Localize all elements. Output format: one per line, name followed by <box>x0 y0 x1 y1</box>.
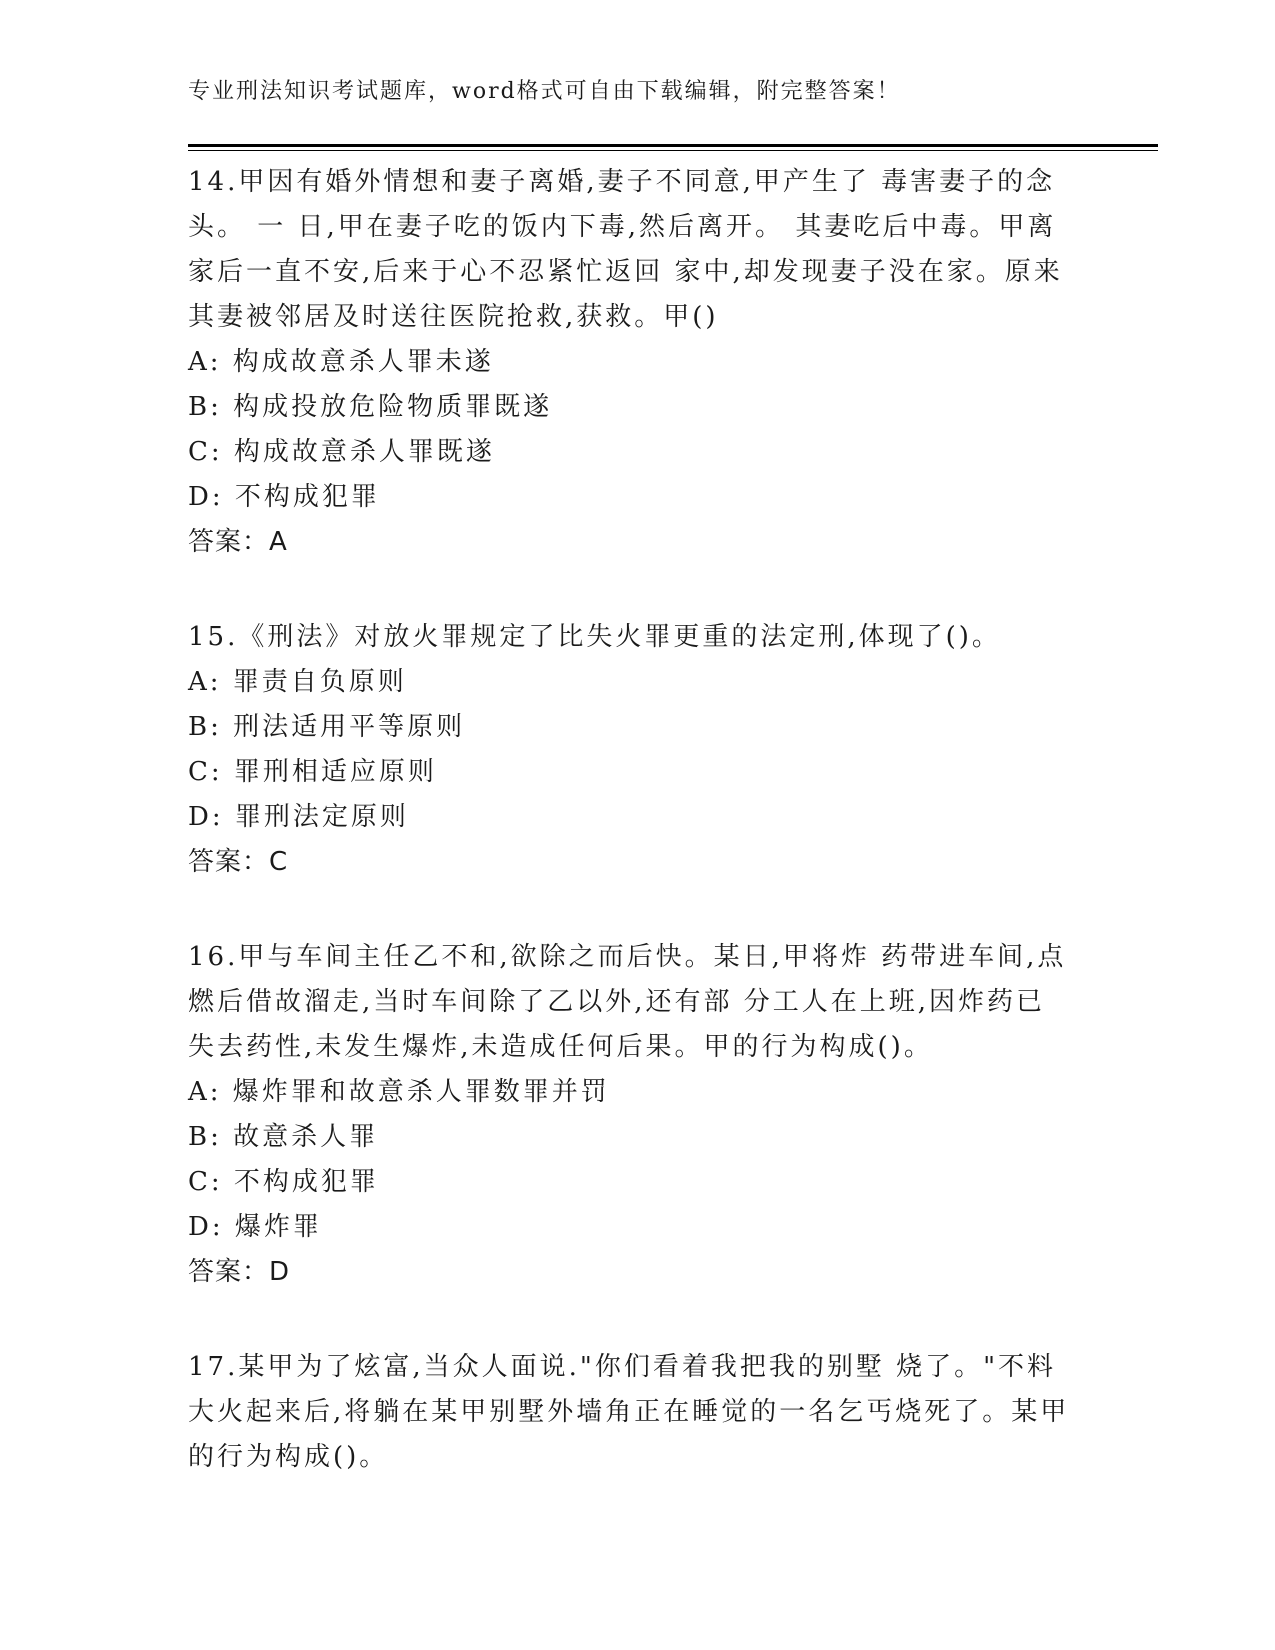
question-stem-line: 17.某甲为了炫富,当众人面说."你们看着我把我的别墅 烧了。"不料 <box>188 1352 1057 1382</box>
question-17 <box>188 1345 1088 1480</box>
question-stem-line: 失去药性,未发生爆炸,未造成任何后果。甲的行为构成()。 <box>188 1032 933 1062</box>
question-16 <box>188 935 1088 1295</box>
question-14 <box>188 160 1088 565</box>
option-b: B: 故意杀人罪 <box>188 1122 379 1152</box>
question-stem-line: 大火起来后,将躺在某甲别墅外墙角正在睡觉的一名乞丐烧死了。某甲 <box>188 1397 1070 1427</box>
question-stem-line: 家后一直不安,后来于心不忍紧忙返回 家中,却发现妻子没在家。原来 <box>188 257 1063 287</box>
question-stem-line: 15.《刑法》对放火罪规定了比失火罪更重的法定刑,体现了()。 <box>188 622 1001 652</box>
option-c: C: 不构成犯罪 <box>188 1167 379 1197</box>
answer: 答案：C <box>188 847 289 877</box>
question-stem-line: 燃后借故溜走,当时车间除了乙以外,还有部 分工人在上班,因炸药已 <box>188 987 1046 1017</box>
question-stem-line: 16.甲与车间主任乙不和,欲除之而后快。某日,甲将炸 药带进车间,点 <box>188 942 1067 972</box>
header-note: 专业刑法知识考试题库，word格式可自由下载编辑，附完整答案！ <box>188 79 901 104</box>
answer: 答案：A <box>188 527 288 557</box>
header-divider-thick <box>188 144 1158 147</box>
question-stem-line: 头。 一 日,甲在妻子吃的饭内下毒,然后离开。 其妻吃后中毒。甲离 <box>188 212 1057 242</box>
option-a: A: 构成故意杀人罪未遂 <box>188 347 494 377</box>
option-d: D: 罪刑法定原则 <box>188 802 409 832</box>
question-stem-line: 14.甲因有婚外情想和妻子离婚,妻子不同意,甲产生了 毒害妻子的念 <box>188 167 1056 197</box>
option-c: C: 罪刑相适应原则 <box>188 757 437 787</box>
question-15 <box>188 615 1088 885</box>
option-d: D: 爆炸罪 <box>188 1212 322 1242</box>
question-stem-line: 其妻被邻居及时送往医院抢救,获救。甲() <box>188 302 719 332</box>
answer: 答案：D <box>188 1257 291 1287</box>
option-b: B: 构成投放危险物质罪既遂 <box>188 392 553 422</box>
option-a: A: 爆炸罪和故意杀人罪数罪并罚 <box>188 1077 610 1107</box>
question-stem-line: 的行为构成()。 <box>188 1442 389 1472</box>
option-a: A: 罪责自负原则 <box>188 667 407 697</box>
option-d: D: 不构成犯罪 <box>188 482 380 512</box>
question-list <box>188 160 1088 1530</box>
option-b: B: 刑法适用平等原则 <box>188 712 466 742</box>
header-divider-thin <box>188 150 1158 151</box>
option-c: C: 构成故意杀人罪既遂 <box>188 437 495 467</box>
